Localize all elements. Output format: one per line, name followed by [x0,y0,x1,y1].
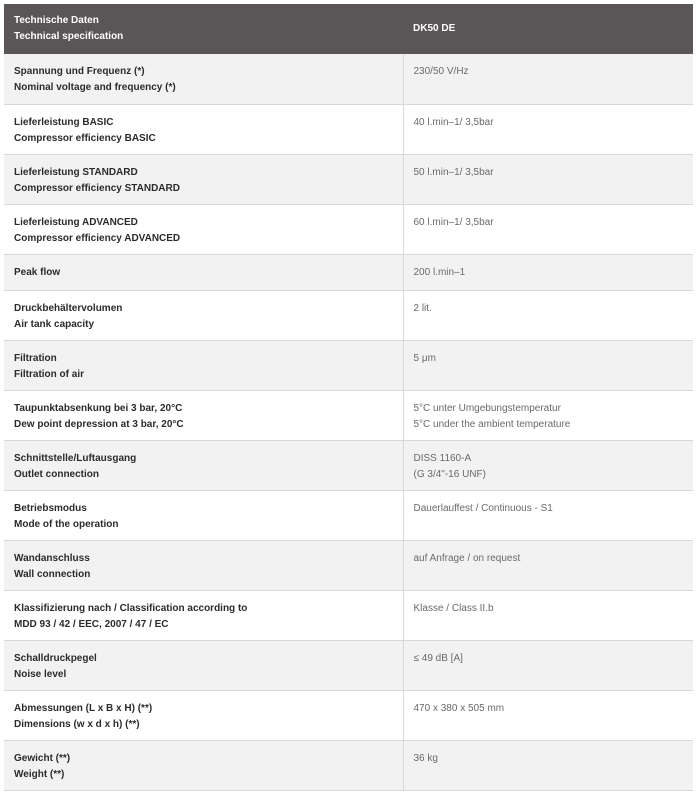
spec-label-cell [4,640,403,690]
header-label-cell [4,4,403,54]
spec-value: 230/50 V/Hz [413,66,469,77]
spec-label-cell [4,590,403,640]
spec-row [4,640,693,690]
spec-label-en: Noise level [14,668,67,680]
spec-row [4,590,693,640]
spec-value-cell [403,540,693,590]
spec-label-en: Filtration of air [14,368,84,380]
spec-value-cell [403,740,693,790]
spec-label-en: Outlet connection [14,468,99,480]
spec-row [4,254,693,290]
spec-value: auf Anfrage / on request [413,552,521,564]
spec-row [4,104,693,154]
spec-label-de: Wandanschluss [14,552,90,564]
spec-value-line2: (G 3/4"-16 UNF) [413,468,486,480]
spec-label-en: Mode of the operation [14,518,119,530]
spec-row [4,54,693,104]
spec-label-de: Lieferleistung STANDARD [14,166,138,178]
spec-value-cell [403,254,693,290]
spec-label-en: Compressor efficiency BASIC [14,132,156,144]
spec-value-cell [403,54,693,104]
spec-label-en: Compressor efficiency STANDARD [14,182,180,194]
spec-label-en: Dew point depression at 3 bar, 20°C [14,418,184,430]
spec-label-cell [4,490,403,540]
spec-value-cell [403,440,693,490]
spec-value-cell [403,690,693,740]
spec-label-en: Nominal voltage and frequency (*) [14,82,176,93]
spec-label-de: Betriebsmodus [14,502,87,514]
spec-value: 200 l.min–1 [413,266,466,278]
spec-row [4,204,693,254]
spec-label-de: Peak flow [14,266,61,278]
spec-row [4,390,693,440]
spec-label-cell [4,690,403,740]
spec-value-cell [403,590,693,640]
spec-label-de: Taupunktabsenkung bei 3 bar, 20°C [14,402,183,414]
spec-row [4,340,693,390]
spec-label-cell [4,204,403,254]
spec-value-line2: 5°C under the ambient temperature [413,418,571,430]
spec-table [4,4,693,791]
header-row [4,4,693,54]
spec-label-cell [4,104,403,154]
spec-value-cell [403,204,693,254]
spec-value: 5°C unter Umgebungstemperatur [413,402,561,414]
header-label-de: Technische Daten [14,15,99,26]
spec-value-cell [403,490,693,540]
spec-label-en: MDD 93 / 42 / EEC, 2007 / 47 / EC [14,618,169,630]
spec-value: 60 l.min–1/ 3,5bar [413,216,494,228]
spec-row [4,154,693,204]
spec-value: 50 l.min–1/ 3,5bar [413,166,494,178]
spec-label-de: Filtration [14,352,57,364]
spec-value-cell [403,154,693,204]
spec-value: 40 l.min–1/ 3,5bar [413,116,494,128]
spec-value: Dauerlauffest / Continuous - S1 [413,502,553,514]
spec-value: DISS 1160-A [413,452,472,464]
spec-label-cell [4,54,403,104]
spec-label-cell [4,440,403,490]
spec-label-cell [4,254,403,290]
spec-value: 5 μm [413,352,436,364]
spec-label-de: Gewicht (**) [14,752,71,764]
spec-label-de: Klassifizierung nach / Classification according to [14,602,248,614]
spec-value-cell [403,340,693,390]
spec-label-cell [4,290,403,340]
spec-value-cell [403,290,693,340]
spec-label-de: Abmessungen (L x B x H) (**) [14,702,153,714]
spec-label-de: Druckbehältervolumen [14,302,123,314]
spec-label-en: Air tank capacity [14,318,95,330]
spec-value-cell [403,390,693,440]
spec-table-header [4,4,693,54]
spec-row [4,690,693,740]
spec-value: Klasse / Class II.b [413,602,494,614]
spec-row [4,290,693,340]
spec-label-cell [4,740,403,790]
spec-label-en: Weight (**) [14,768,65,780]
spec-value-cell [403,104,693,154]
spec-row [4,440,693,490]
spec-label-cell [4,340,403,390]
spec-row [4,740,693,790]
spec-value: 36 kg [413,752,438,764]
spec-label-de: Spannung und Frequenz (*) [14,66,145,77]
spec-label-de: Lieferleistung ADVANCED [14,216,138,228]
header-label-en: Technical specification [14,31,124,42]
spec-label-en: Wall connection [14,568,91,580]
spec-label-en: Dimensions (w x d x h) (**) [14,718,140,730]
spec-value: ≤ 49 dB [A] [413,652,463,664]
header-model-cell [403,4,693,54]
spec-label-cell [4,540,403,590]
spec-label-de: Schnittstelle/Luftausgang [14,452,137,464]
header-model: DK50 DE [413,23,456,34]
spec-value: 470 x 380 x 505 mm [413,702,505,714]
spec-value: 2 lit. [413,302,432,314]
spec-label-cell [4,154,403,204]
spec-label-cell [4,390,403,440]
spec-value-cell [403,640,693,690]
spec-row [4,490,693,540]
spec-label-de: Schalldruckpegel [14,652,97,664]
spec-row [4,540,693,590]
spec-table-body [4,54,693,790]
spec-label-en: Compressor efficiency ADVANCED [14,232,181,244]
spec-label-de: Lieferleistung BASIC [14,116,114,128]
